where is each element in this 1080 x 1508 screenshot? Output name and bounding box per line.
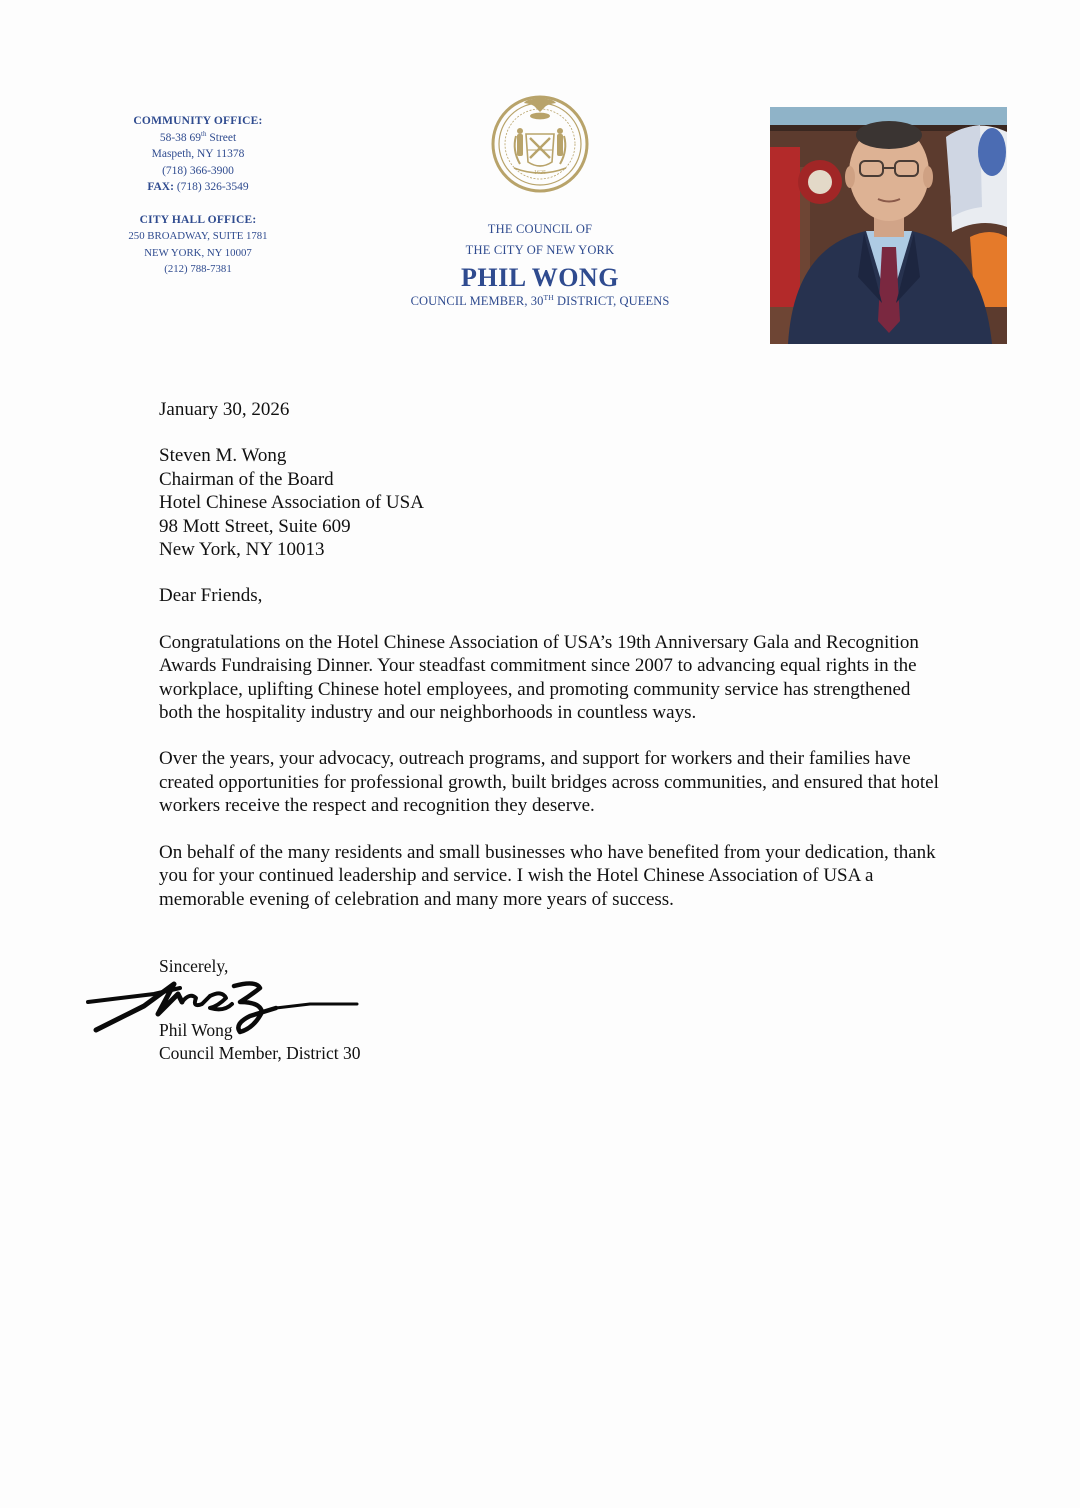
- signer-title: Council Member, District 30: [159, 1042, 361, 1063]
- member-title-ordinal: TH: [543, 292, 554, 302]
- greeting: Dear Friends,: [159, 585, 263, 607]
- city-hall-office-heading: CITY HALL OFFICE:: [139, 213, 257, 226]
- city-seal-icon: [490, 88, 590, 196]
- community-street-ordinal: th: [201, 129, 207, 138]
- council-header: [380, 219, 700, 309]
- city-hall-office-city: NEW YORK, NY 10007: [144, 246, 252, 259]
- office-addresses: [98, 113, 298, 278]
- fax-label: FAX:: [147, 181, 174, 193]
- fax-number: (718) 326-3549: [173, 181, 249, 193]
- community-office-street: [98, 130, 298, 147]
- body-paragraph: Congratulations on the Hotel Chinese Association of USA’s 19th Anniversary Gala and Recognition Awards Fundraising Dinner. Your steadfast commitment since 2007 to advancing equal rights in the workplace, uplifting Chinese hotel employees, and promoting community service has strengthened both the hospitality industry and our neighborhoods in countless ways.: [159, 631, 919, 724]
- community-office-heading: COMMUNITY OFFICE:: [133, 115, 263, 127]
- community-office-fax: [98, 179, 298, 196]
- member-title-suffix: DISTRICT, QUEENS: [553, 294, 670, 308]
- council-line-2: THE CITY OF NEW YORK: [465, 243, 615, 257]
- signer-name: Phil Wong: [159, 1020, 233, 1040]
- letter-body: [159, 398, 939, 934]
- body-paragraph: Over the years, your advocacy, outreach programs, and support for workers and their families have created opportunities for professional growth, built bridges across communities, and ensured that hotel workers receive the respect and recognition they deserve.: [159, 748, 939, 817]
- council-member-portrait: [770, 107, 1007, 344]
- recipient-organization: Hotel Chinese Association of USA: [159, 492, 424, 514]
- member-title-prefix: COUNCIL MEMBER, 30: [410, 294, 544, 308]
- city-hall-office-street: 250 BROADWAY, SUITE 1781: [128, 230, 268, 242]
- community-office-city: Maspeth, NY 11378: [151, 148, 245, 160]
- seal-year: 1625: [534, 170, 546, 176]
- letter-date: January 30, 2026: [159, 399, 290, 420]
- recipient-city: New York, NY 10013: [159, 539, 325, 561]
- recipient-address: [159, 444, 939, 561]
- city-hall-office-phone: (212) 788-7381: [164, 263, 232, 275]
- recipient-title: Chairman of the Board: [159, 468, 334, 490]
- recipient-name: Steven M. Wong: [159, 445, 287, 467]
- recipient-street: 98 Mott Street, Suite 609: [159, 515, 351, 537]
- body-paragraph: On behalf of the many residents and small businesses who have benefited from your dedication, thank you for your continued leadership and service. I wish the Hotel Chinese Association of USA a memorable evening of celebration and many more years of success.: [159, 841, 936, 910]
- handwritten-signature: [84, 972, 369, 1042]
- member-name: PHIL WONG: [461, 263, 619, 292]
- closing: Sincerely,: [159, 956, 229, 976]
- community-street-number: 58-38 69: [159, 131, 202, 144]
- community-office-phone: (718) 366-3900: [162, 164, 234, 177]
- council-line-1: THE COUNCIL OF: [487, 222, 593, 236]
- community-street-word: Street: [206, 131, 237, 144]
- member-title: [380, 293, 700, 309]
